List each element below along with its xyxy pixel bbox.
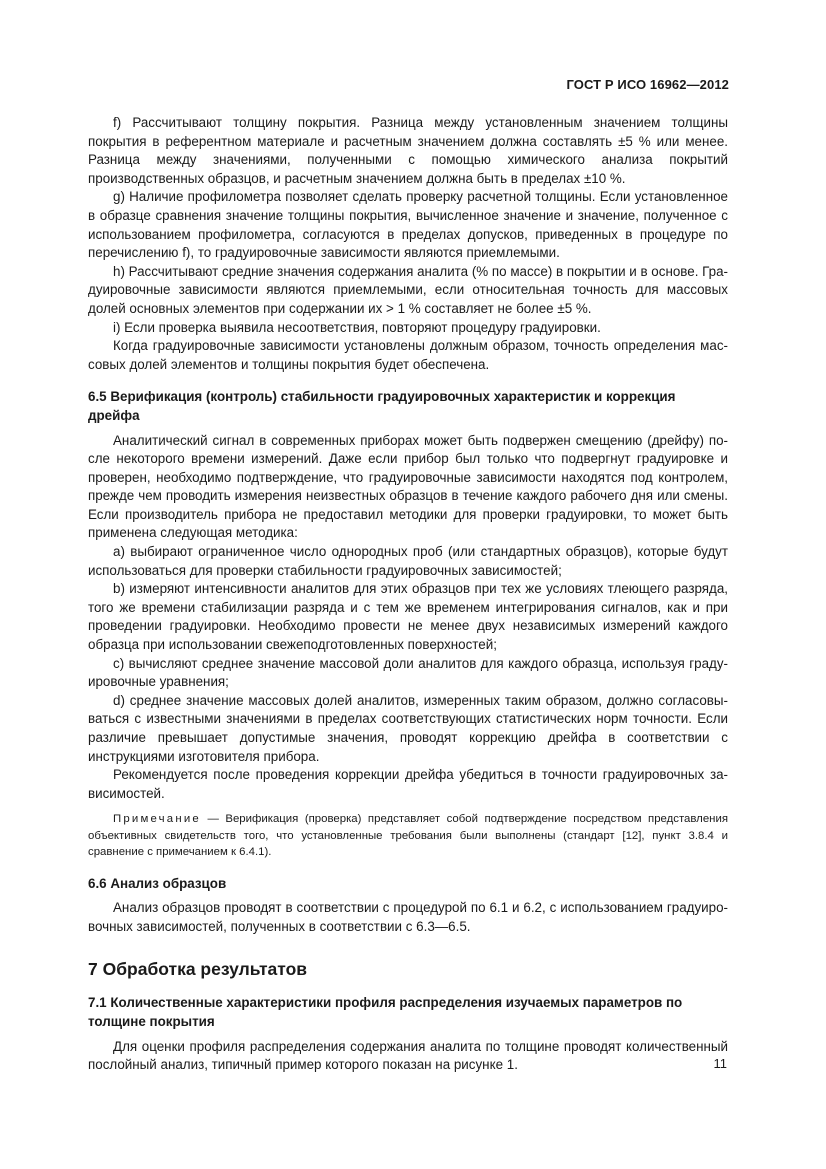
page-content bbox=[88, 114, 728, 1075]
section-6-5-heading: 6.5 Верификация (контроль) стабильности градуировочных характеристик и коррекция дрейфа bbox=[88, 389, 676, 423]
paragraph-item-h: h) Рассчитывают средние значения содержания аналита (% по массе) в покрытии и в основе. Градуировочные зависимости являются приемлемыми, если относительная точность для массовых долей основных элементов при содержании их > 1 % составляет не более ±5 %. bbox=[88, 263, 729, 316]
section-7-heading: 7 Обработка результатов bbox=[88, 959, 308, 980]
section-6-6-heading: 6.6 Анализ образцов bbox=[88, 875, 227, 891]
paragraph-drift-recommendation: Рекомендуется после проведения коррекции дрейфа убедиться в точности градуировочных зависимостей. bbox=[88, 767, 728, 801]
paragraph-item-i: i) Если проверка выявила несоответствия, повторяют процедуру градуировки. bbox=[113, 319, 601, 335]
paragraph-step-a: a) выбирают ограниченное число однородных проб (или стандартных образцов), которые будут использоваться для проверки стабильности градуировочных зависимостей; bbox=[88, 544, 728, 578]
paragraph-item-f: f) Рассчитывают толщину покрытия. Разница между установленным значением толщины покрытия в референтном материале и расчетным значением должна составлять ±5 % или менее. Разница между значениями, полученными с помощью химического анализа покрытий производственных образцов, и расчетным значением должна быть в пределах ±10 %. bbox=[88, 115, 728, 186]
paragraph-drift-intro: Аналитический сигнал в современных приборах может быть подвержен смещению (дрейфу) после некоторого времени измерений. Даже если прибор был только что подвергнут градуировке и проверен, необходимо подтверждение, что градуировочные зависимости находятся под контролем, прежде чем проводить измерения неизвестных образцов в течение каждого рабочего дня или смены. Если производитель прибора не предоставил методики для проверки градуировки, то может быть применена следующая методика: bbox=[88, 432, 728, 541]
note-label: Примечание bbox=[113, 813, 201, 826]
note-text: — Верификация (проверка) представляет собой подтверждение посредством представления объективных свидетельств того, что установленные требования были выполнены (стандарт [12], пункт 3.8.4 и сравнение с примечанием к 6.4.1). bbox=[88, 813, 728, 859]
paragraph-step-d: d) среднее значение массовых долей аналитов, измеренных таким образом, должно согласовываться с известными значениями в пределах соответствующих статистических норм точности. Если различие превышает допустимые значения, проводят коррекцию дрейфа в соответствии с инструкциями изготовителя прибора. bbox=[88, 692, 728, 764]
paragraph-step-c: c) вычисляют среднее значение массовой доли аналитов для каждого образца, используя градуировочные уравнения; bbox=[88, 655, 728, 690]
standard-code-header: ГОСТ Р ИСО 16962—2012 bbox=[566, 77, 729, 92]
paragraph-calibration-conclusion: Когда градуировочные зависимости установлены должным образом, точность определения массовых долей элементов и толщины покрытия будет обеспечена. bbox=[88, 338, 728, 372]
page-number: 11 bbox=[713, 1056, 727, 1071]
section-7-1-heading: 7.1 Количественные характеристики профиля распределения изучаемых параметров по толщине покрытия bbox=[88, 995, 683, 1029]
paragraph-depth-profile: Для оценки профиля распределения содержания аналита по толщине проводят количественный послойный анализ, типичный пример которого показан на рисунке 1. bbox=[88, 1038, 728, 1073]
paragraph-sample-analysis: Анализ образцов проводят в соответствии с процедурой по 6.1 и 6.2, с использованием градуировочных зависимостей, полученных в соответствии с 6.3—6.5. bbox=[88, 900, 728, 934]
paragraph-step-b: b) измеряют интенсивности аналитов для этих образцов при тех же условиях тлеющего разряда, того же времени стабилизации разряда и с тем же временем интегрирования сигналов, как и при проведении градуировки. Необходимо провести не менее двух независимых измерений каждого образца при использовании свежеподготовленных поверхностей; bbox=[88, 581, 728, 653]
paragraph-item-g: g) Наличие профилометра позволяет сделать проверку расчетной толщины. Если установленное в образце сравнения значение толщины покрытия, вычисленное значение и значение, полученное с использованием профилометра, согласуются в пределах допусков, приведенных в процедуре по перечислению f), то градуировочные зависимости являются приемлемыми. bbox=[88, 189, 728, 261]
verification-note bbox=[88, 811, 728, 860]
